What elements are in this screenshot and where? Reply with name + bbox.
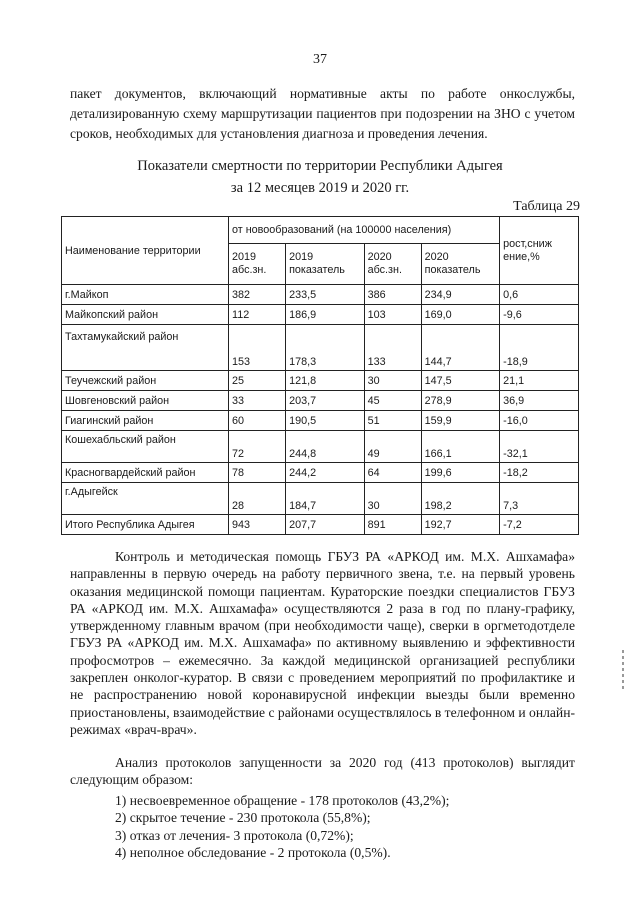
intro-paragraph: пакет документов, включающий нормативные акты по работе онкослужбы, детализированную схему маршрутизации пациентов при подозрении на ЗНО с учетом сроков, необходимых для установления диагноза и проведения лечения. xyxy=(70,86,575,141)
list-item: 4) неполное обследование - 2 протокола (0,5%). xyxy=(115,844,391,860)
cell-2019-rate: 203,7 xyxy=(286,391,365,411)
cell-2020-abs: 891 xyxy=(364,515,421,535)
header-neoplasm-group: от новообразований (на 100000 населения) xyxy=(229,217,500,244)
cell-change: -18,9 xyxy=(500,325,579,371)
table-row xyxy=(62,325,579,371)
cell-2020-rate: 199,6 xyxy=(421,463,500,483)
cell-territory: Красногвардейский район xyxy=(62,463,229,483)
cell-territory: Итого Республика Адыгея xyxy=(62,515,229,535)
header-2020-abs: 2020 абс.зн. xyxy=(364,244,421,285)
header-2020-rate: 2020 показатель xyxy=(421,244,500,285)
cell-territory: Гиагинский район xyxy=(62,411,229,431)
cell-2019-rate: 233,5 xyxy=(286,285,365,305)
table-row xyxy=(62,411,579,431)
cell-territory: Шовгеновский район xyxy=(62,391,229,411)
list-item: 1) несвоевременное обращение - 178 протоколов (43,2%); xyxy=(115,793,450,808)
cell-territory: Теучежский район xyxy=(62,371,229,391)
cell-2019-rate: 207,7 xyxy=(286,515,365,535)
cell-2019-abs: 25 xyxy=(229,371,286,391)
table-caption xyxy=(0,155,640,199)
header-2019-abs: 2019 абс.зн. xyxy=(229,244,286,285)
cell-2020-abs: 133 xyxy=(364,325,421,371)
cell-2019-rate: 244,8 xyxy=(286,431,365,463)
table-row xyxy=(62,463,579,483)
cell-2020-abs: 45 xyxy=(364,391,421,411)
control-paragraph: Контроль и методическая помощь ГБУЗ РА «АРКОД им. М.Х. Ашхамафа» направленны в первую очередь на работу первичного звена, т.е. на первый уровень оказания медицинской помощи пациентам. Кураторские поездки специалистов ГБУЗ РА «АРКОД им. М.Х. Ашхамафа» осуществляются 2 раза в год по плану-графику, утвержденному главным врачом (при необходимости чаще), сверки в оргметодотделе ГБУЗ РА «АРКОД им. М.Х. Ашхамафа» по активному выявлению и эффективности профосмотров – ежемесячно. За каждой медицинской организацией республики закреплен онколог-куратор. В связи с проведением мероприятий по профилактике и не распространению новой коронавирусной инфекции выезды были временно приостановлены, взаимодействие с районами осуществлялось в телефонном и онлайн-режимах «врач-врач». xyxy=(70,549,575,737)
cell-2020-rate: 147,5 xyxy=(421,371,500,391)
cell-change: -32,1 xyxy=(500,431,579,463)
cell-territory: Тахтамукайский район xyxy=(62,325,229,371)
cell-2019-abs: 72 xyxy=(229,431,286,463)
cell-2020-abs: 103 xyxy=(364,305,421,325)
cell-change: -18,2 xyxy=(500,463,579,483)
cell-2019-abs: 60 xyxy=(229,411,286,431)
list-item: 2) скрытое течение - 230 протокола (55,8%); xyxy=(115,810,371,826)
analysis-paragraph: Анализ протоколов запущенности за 2020 год (413 протоколов) выглядит следующим образом: xyxy=(70,755,575,788)
cell-2019-rate: 186,9 xyxy=(286,305,365,325)
cell-2020-abs: 30 xyxy=(364,483,421,515)
header-territory: Наименование территории xyxy=(62,217,229,285)
cell-2020-abs: 386 xyxy=(364,285,421,305)
cell-2020-abs: 30 xyxy=(364,371,421,391)
cell-2019-rate: 178,3 xyxy=(286,325,365,371)
cell-change: -7,2 xyxy=(500,515,579,535)
cell-change: 0,6 xyxy=(500,285,579,305)
table-row-total xyxy=(62,515,579,535)
cell-change: 36,9 xyxy=(500,391,579,411)
cell-2020-rate: 192,7 xyxy=(421,515,500,535)
cell-change: -9,6 xyxy=(500,305,579,325)
table-row xyxy=(62,431,579,463)
cell-change: -16,0 xyxy=(500,411,579,431)
cell-territory: г.Майкоп xyxy=(62,285,229,305)
cell-2019-abs: 382 xyxy=(229,285,286,305)
cell-2019-abs: 33 xyxy=(229,391,286,411)
table-row xyxy=(62,391,579,411)
table-caption-line1: Показатели смертности по территории Республики Адыгея xyxy=(137,158,503,174)
cell-territory: г.Адыгейск xyxy=(62,483,229,515)
cell-2019-rate: 121,8 xyxy=(286,371,365,391)
header-2019-rate: 2019 показатель xyxy=(286,244,365,285)
table-caption-line2: за 12 месяцев 2019 и 2020 гг. xyxy=(230,180,410,196)
margin-scan-mark xyxy=(622,650,624,690)
cell-2019-rate: 184,7 xyxy=(286,483,365,515)
cell-2019-rate: 244,2 xyxy=(286,463,365,483)
cell-2019-abs: 153 xyxy=(229,325,286,371)
cell-2020-rate: 198,2 xyxy=(421,483,500,515)
cell-2020-rate: 144,7 xyxy=(421,325,500,371)
cell-2020-abs: 51 xyxy=(364,411,421,431)
cell-2019-abs: 28 xyxy=(229,483,286,515)
cell-2020-rate: 169,0 xyxy=(421,305,500,325)
cell-2020-rate: 234,9 xyxy=(421,285,500,305)
cell-territory: Кошехабльский район xyxy=(62,431,229,463)
table-number: Таблица 29 xyxy=(513,199,580,214)
cell-change: 7,3 xyxy=(500,483,579,515)
cell-2020-rate: 278,9 xyxy=(421,391,500,411)
table-row xyxy=(62,371,579,391)
table-row xyxy=(62,305,579,325)
cell-2020-abs: 64 xyxy=(364,463,421,483)
cell-2019-abs: 78 xyxy=(229,463,286,483)
cell-2020-rate: 159,9 xyxy=(421,411,500,431)
mortality-table xyxy=(61,216,579,535)
cell-2019-abs: 943 xyxy=(229,515,286,535)
list-item: 3) отказ от лечения- 3 протокола (0,72%); xyxy=(115,827,354,843)
cell-2020-abs: 49 xyxy=(364,431,421,463)
table-row xyxy=(62,285,579,305)
table-row xyxy=(62,483,579,515)
analysis-list xyxy=(115,792,575,861)
cell-2019-rate: 190,5 xyxy=(286,411,365,431)
cell-2020-rate: 166,1 xyxy=(421,431,500,463)
header-change: рост,сниж ение,% xyxy=(500,217,579,285)
cell-change: 21,1 xyxy=(500,371,579,391)
cell-2019-abs: 112 xyxy=(229,305,286,325)
page-number: 37 xyxy=(313,52,327,67)
cell-territory: Майкопский район xyxy=(62,305,229,325)
